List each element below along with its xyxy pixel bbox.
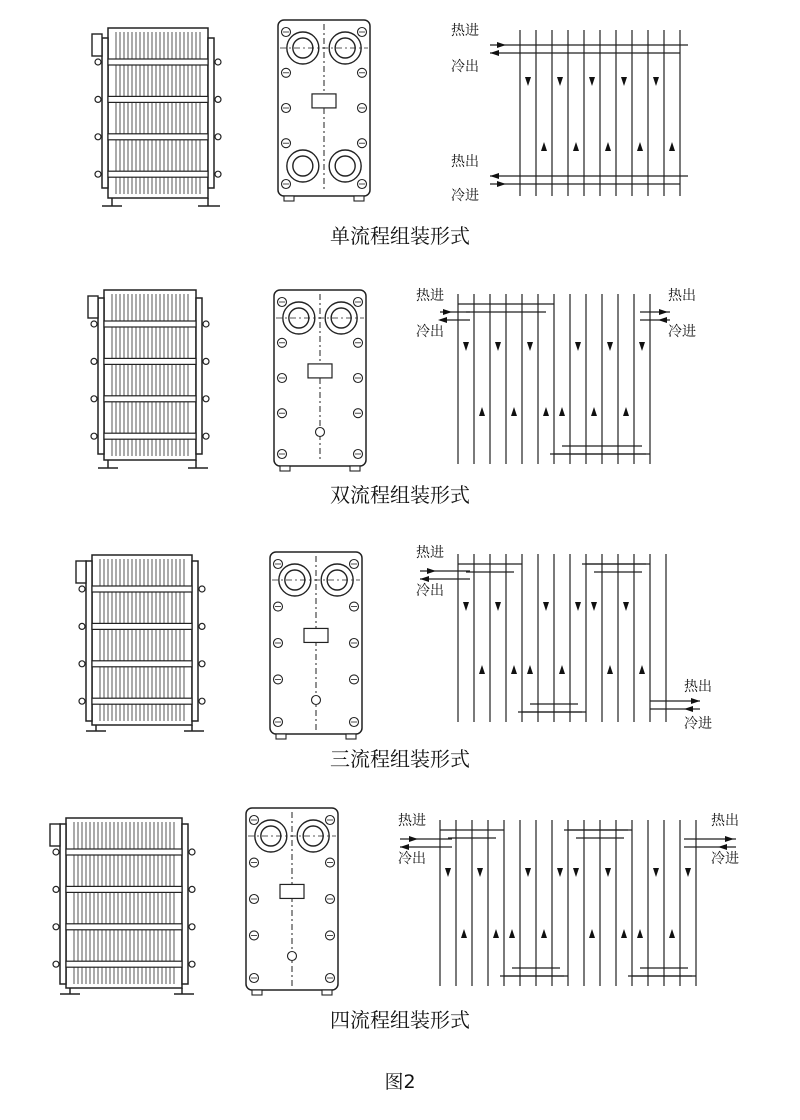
bolt-nut: [95, 134, 101, 140]
bolt-nut: [53, 886, 59, 892]
port-label-hot-out: 热出: [668, 288, 696, 304]
bolt-nut: [91, 433, 97, 439]
front-view-plate: [270, 552, 362, 739]
flow-arrow: [653, 77, 659, 86]
bolt-nut: [53, 849, 59, 855]
flow-arrow: [718, 844, 727, 850]
tie-bar: [92, 623, 192, 629]
bolt-nut: [203, 358, 209, 364]
tie-bar: [104, 396, 196, 402]
side-view-exchanger: [76, 555, 205, 731]
nameplate: [312, 94, 336, 108]
port-label-cold-out: 冷出: [451, 59, 479, 75]
bolt-nut: [79, 623, 85, 629]
flow-arrow: [541, 142, 547, 151]
flow-arrow: [543, 407, 549, 416]
bolt-nut: [189, 961, 195, 967]
nameplate: [280, 884, 304, 898]
nozzle: [92, 34, 102, 56]
port-hole: [293, 156, 313, 176]
bolt-nut: [189, 849, 195, 855]
tie-bar: [108, 59, 208, 65]
section-caption: 三流程组装形式: [330, 747, 470, 771]
tie-bar: [104, 433, 196, 439]
front-view-plate: [274, 290, 366, 471]
section-two-pass: [88, 287, 696, 507]
flow-arrow: [463, 602, 469, 611]
flow-arrow: [685, 868, 691, 877]
bolt-nut: [199, 623, 205, 629]
bolt-nut: [203, 396, 209, 402]
bolt-nut: [79, 586, 85, 592]
flow-arrow: [691, 698, 700, 704]
tie-bar: [108, 134, 208, 140]
flow-arrow: [575, 602, 581, 611]
bolt-nut: [95, 171, 101, 177]
section-caption: 单流程组装形式: [330, 224, 470, 248]
flow-arrow: [438, 317, 447, 323]
bolt-nut: [203, 433, 209, 439]
front-view-plate: [246, 808, 338, 995]
flow-arrow: [557, 868, 563, 877]
port-label-cold-in: 冷进: [711, 851, 739, 867]
foot: [252, 990, 262, 995]
flow-arrow: [623, 602, 629, 611]
tie-bar: [66, 961, 182, 967]
plate-pack: [112, 294, 188, 456]
bolt-nut: [95, 96, 101, 102]
flow-arrow: [495, 602, 501, 611]
flow-arrow: [658, 317, 667, 323]
plate-pack: [116, 32, 200, 194]
port-label-hot-in: 热进: [416, 545, 444, 561]
bolt-nut: [79, 661, 85, 667]
flow-arrow: [559, 407, 565, 416]
flow-arrow: [725, 836, 734, 842]
bolt-nut: [53, 924, 59, 930]
flow-arrow: [637, 142, 643, 151]
nameplate: [308, 364, 332, 378]
plate-pack: [74, 822, 174, 984]
bolt: [316, 428, 325, 437]
tie-bar: [108, 96, 208, 102]
bolt-nut: [215, 171, 221, 177]
flow-arrow: [639, 665, 645, 674]
flow-diagram-3: [420, 554, 700, 722]
foot: [284, 196, 294, 201]
port-label-hot-in: 热进: [451, 23, 479, 39]
port-label-cold-out: 冷出: [416, 324, 444, 340]
flow-arrow: [490, 50, 499, 56]
flow-arrow: [637, 929, 643, 938]
flow-arrow: [495, 342, 501, 351]
bolt-nut: [95, 59, 101, 65]
flow-arrow: [497, 42, 506, 48]
tie-bar: [104, 321, 196, 327]
flow-arrow: [591, 407, 597, 416]
bolt-nut: [91, 396, 97, 402]
bolt-nut: [91, 321, 97, 327]
bolt-nut: [79, 698, 85, 704]
bolt-nut: [215, 96, 221, 102]
flow-arrow: [463, 342, 469, 351]
nozzle: [88, 296, 98, 318]
nozzle: [76, 561, 86, 583]
flow-arrow: [445, 868, 451, 877]
flow-arrow: [409, 836, 418, 842]
flow-arrow: [621, 77, 627, 86]
tie-bar: [92, 698, 192, 704]
flow-arrow: [659, 309, 668, 315]
section-four-pass: [50, 808, 739, 1032]
bolt-nut: [215, 134, 221, 140]
port-label-cold-in: 冷进: [451, 188, 479, 204]
figure-label: 图2: [384, 1071, 416, 1093]
side-view-exchanger: [50, 818, 195, 994]
flow-arrow: [400, 844, 409, 850]
flow-arrow: [573, 868, 579, 877]
flow-arrow: [497, 181, 506, 187]
flow-arrow: [607, 342, 613, 351]
flow-arrow: [525, 868, 531, 877]
bolt-nut: [91, 358, 97, 364]
flow-arrow: [525, 77, 531, 86]
foot: [350, 466, 360, 471]
port-label-cold-out: 冷出: [416, 583, 444, 599]
plate-pack: [100, 559, 184, 721]
flow-arrow: [557, 77, 563, 86]
flow-arrow: [493, 929, 499, 938]
flow-arrow: [479, 407, 485, 416]
flow-arrow: [527, 665, 533, 674]
bolt: [288, 952, 297, 961]
foot: [280, 466, 290, 471]
section-single-pass: [92, 20, 688, 248]
flow-arrow: [639, 342, 645, 351]
bolt-nut: [189, 886, 195, 892]
tie-bar: [92, 661, 192, 667]
flow-diagram-4: [400, 820, 736, 986]
bolt-nut: [199, 661, 205, 667]
flow-diagram-2: [438, 294, 670, 464]
flow-arrow: [621, 929, 627, 938]
tie-bar: [66, 886, 182, 892]
flow-arrow: [653, 868, 659, 877]
foot: [322, 990, 332, 995]
port-label-cold-in: 冷进: [668, 324, 696, 340]
port-hole: [335, 156, 355, 176]
flow-arrow: [589, 77, 595, 86]
port-label-hot-in: 热进: [416, 288, 444, 304]
foot: [346, 734, 356, 739]
flow-arrow: [490, 173, 499, 179]
flow-arrow: [575, 342, 581, 351]
flow-arrow: [527, 342, 533, 351]
tie-bar: [108, 171, 208, 177]
bolt-nut: [199, 586, 205, 592]
side-view-exchanger: [92, 28, 221, 206]
bolt-nut: [199, 698, 205, 704]
port-label-hot-out: 热出: [684, 679, 712, 695]
flow-arrow: [559, 665, 565, 674]
flow-diagram-1: [490, 30, 688, 196]
section-caption: 双流程组装形式: [330, 483, 470, 507]
flow-arrow: [511, 665, 517, 674]
tie-bar: [66, 849, 182, 855]
section-three-pass: [76, 544, 712, 771]
flow-arrow: [427, 568, 436, 574]
flow-arrow: [509, 929, 515, 938]
flow-arrow: [511, 407, 517, 416]
flow-arrow: [589, 929, 595, 938]
flow-arrow: [669, 929, 675, 938]
port-label-cold-out: 冷出: [398, 851, 426, 867]
flow-arrow: [420, 576, 429, 582]
flow-arrow: [573, 142, 579, 151]
nameplate: [304, 628, 328, 642]
bolt-nut: [189, 924, 195, 930]
section-caption: 四流程组装形式: [330, 1008, 470, 1032]
flow-arrow: [623, 407, 629, 416]
port-label-hot-out: 热出: [711, 813, 739, 829]
foot: [354, 196, 364, 201]
flow-arrow: [669, 142, 675, 151]
bolt-nut: [203, 321, 209, 327]
port-label-hot-out: 热出: [451, 154, 479, 170]
flow-arrow: [477, 868, 483, 877]
flow-arrow: [541, 929, 547, 938]
flow-arrow: [684, 706, 693, 712]
flow-arrow: [543, 602, 549, 611]
flow-arrow: [479, 665, 485, 674]
foot: [276, 734, 286, 739]
bolt-nut: [215, 59, 221, 65]
tie-bar: [104, 358, 196, 364]
front-view-plate: [278, 20, 370, 201]
flow-arrow: [605, 868, 611, 877]
tie-bar: [66, 924, 182, 930]
flow-arrow: [443, 309, 452, 315]
nozzle: [50, 824, 60, 846]
flow-arrow: [591, 602, 597, 611]
side-view-exchanger: [88, 290, 209, 468]
bolt-nut: [53, 961, 59, 967]
port-label-cold-in: 冷进: [684, 716, 712, 732]
tie-bar: [92, 586, 192, 592]
bolt: [312, 696, 321, 705]
flow-arrow: [605, 142, 611, 151]
port-label-hot-in: 热进: [398, 813, 426, 829]
flow-arrow: [607, 665, 613, 674]
flow-arrow: [461, 929, 467, 938]
